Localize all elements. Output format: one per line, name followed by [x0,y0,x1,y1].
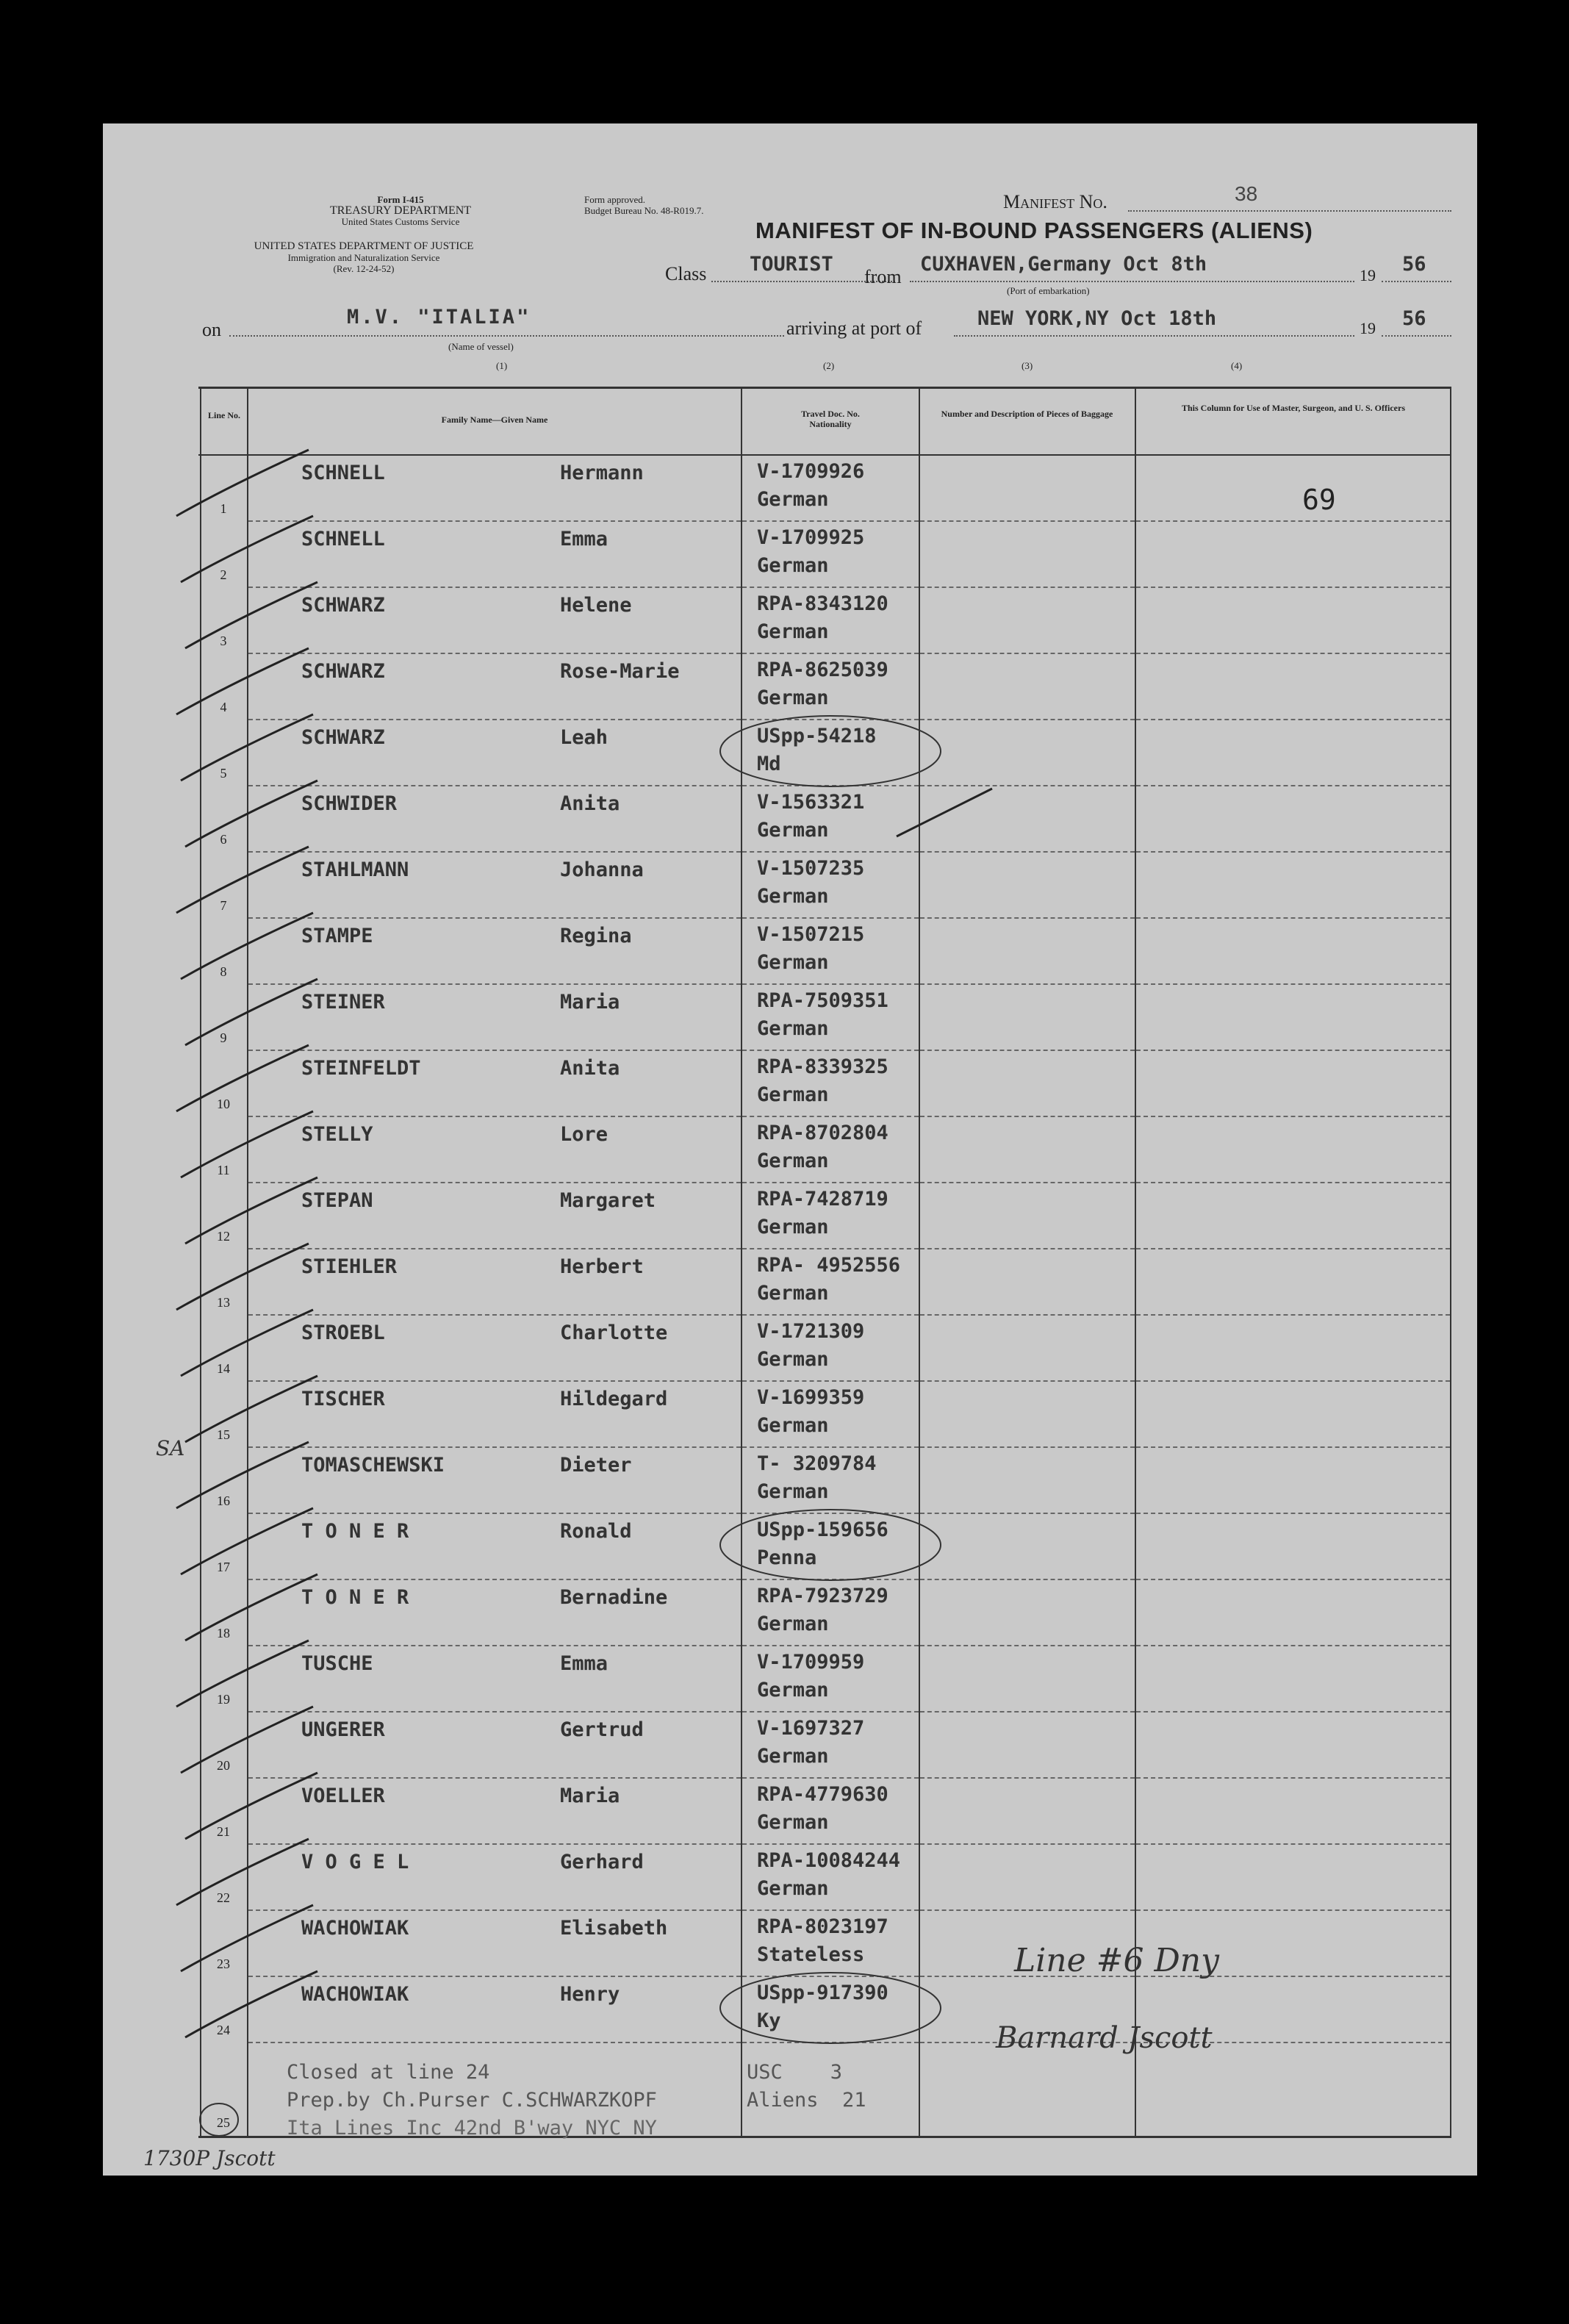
travel-doc-number: RPA-8339325 [757,1055,888,1078]
prepared-by: Prep.by Ch.Purser C.SCHWARZKOPF [287,2089,657,2112]
line-number: 8 [220,964,227,979]
year-prefix: 19 [1360,266,1376,284]
check-mark [181,913,313,979]
nationality: German [757,951,829,974]
check-mark [176,1045,309,1111]
travel-doc-number: V-1507235 [757,857,865,880]
line-number: 21 [217,1824,230,1839]
family-name: STROEBL [301,1321,385,1344]
travel-doc-number: RPA-8023197 [757,1915,888,1938]
line-number: 20 [217,1758,230,1773]
line-number: 24 [217,2023,230,2037]
count-annotation: 69 [1302,484,1336,516]
family-name: TOMASCHEWSKI [301,1454,445,1477]
given-name: Maria [560,1785,620,1807]
arrival-value: NEW YORK,NY Oct 18th [977,307,1217,330]
check-mark [185,1376,317,1442]
family-name: SCHWIDER [301,792,398,815]
form-approved: Form approved. [584,194,646,205]
shipping-line: Ita Lines Inc 42nd B'way NYC NY [287,2117,657,2140]
line-number: 4 [220,700,227,714]
line-number: 9 [220,1030,227,1045]
check-mark [185,1971,317,2037]
travel-doc-number: RPA-8343120 [757,592,888,615]
check-mark [176,450,309,516]
customs-service: United States Customs Service [341,216,460,227]
line-number: 16 [217,1493,230,1508]
given-name: Helene [560,594,632,617]
nationality: Stateless [757,1943,865,1966]
col-header-line: Line No. [207,410,240,420]
nationality: Md [757,753,781,775]
travel-doc-number: V-1721309 [757,1320,865,1343]
travel-doc-number: RPA-7428719 [757,1188,888,1211]
check-mark [176,648,309,714]
nationality: German [757,1480,829,1503]
given-name: Leah [560,726,608,749]
line-number: 13 [217,1295,230,1310]
given-name: Gertrud [560,1718,644,1741]
family-name: WACHOWIAK [301,1917,409,1940]
treasury-dept: TREASURY DEPARTMENT [329,204,472,217]
nationality: German [757,1613,829,1635]
line-number: 6 [220,832,227,847]
handwritten-marks [103,123,1477,2176]
manifest-no-label: Manifest No. [1003,191,1107,212]
col-header-officers: This Column for Use of Master, Surgeon, and U. S. Officers [1181,403,1405,413]
family-name: STEINER [301,991,385,1014]
col-num-3: (3) [1022,360,1033,371]
check-mark [176,1839,309,1905]
check-mark [176,1244,309,1310]
travel-doc-number: RPA-7509351 [757,989,888,1012]
nationality: German [757,1414,829,1437]
nationality: German [757,1017,829,1040]
vessel-name: M.V. "ITALIA" [347,306,531,329]
check-mark [181,1508,313,1574]
from-label: from [864,266,902,287]
family-name: T O N E R [301,1586,409,1609]
family-name: STEINFELDT [301,1057,421,1080]
given-name: Emma [560,528,608,550]
travel-doc-number: RPA-8702804 [757,1122,888,1144]
nationality: German [757,1877,829,1900]
line-number: 1 [220,501,227,516]
family-name: STELLY [301,1123,373,1146]
family-name: STAMPE [301,925,373,947]
nationality: German [757,1216,829,1238]
check-mark [181,1111,313,1177]
family-name: VOELLER [301,1785,385,1807]
check-mark [181,1707,313,1773]
col-num-4: (4) [1231,360,1243,371]
line-number: 14 [217,1361,230,1376]
given-name: Anita [560,1057,620,1080]
travel-doc-number: USpp-159656 [757,1518,888,1541]
line-number: 19 [217,1692,230,1707]
margin-initials: SA [156,1436,185,1460]
given-name: Bernadine [560,1586,668,1609]
check-mark [185,1773,317,1839]
check-mark [176,1442,309,1508]
travel-doc-number: V-1709925 [757,526,865,549]
travel-doc-number: V-1697327 [757,1717,865,1740]
family-name: TUSCHE [301,1652,373,1675]
travel-doc-number: V-1709959 [757,1651,865,1674]
rev-line: (Rev. 12-24-52) [333,263,395,274]
budget-bureau: Budget Bureau No. 48-R019.7. [584,205,704,216]
family-name: TISCHER [301,1388,385,1410]
col-header-baggage: Number and Description of Pieces of Baggage [941,409,1113,419]
given-name: Lore [560,1123,608,1146]
manifest-title: MANIFEST OF IN-BOUND PASSENGERS (ALIENS) [755,218,1313,243]
nationality: German [757,1811,829,1834]
family-name: STAHLMANN [301,858,409,881]
nationality: German [757,1282,829,1305]
check-mark [176,1640,309,1707]
family-name: SCHWARZ [301,660,385,683]
family-name: T O N E R [301,1520,409,1543]
family-name: V O G E L [301,1851,409,1873]
nationality: German [757,488,829,511]
family-name: UNGERER [301,1718,385,1741]
check-mark [181,1905,313,1971]
travel-doc-number: USpp-917390 [757,1982,888,2004]
nationality: German [757,554,829,577]
check-mark [185,1574,317,1640]
given-name: Emma [560,1652,608,1675]
embark-caption: (Port of embarkation) [1007,285,1090,296]
on-label: on [202,319,221,340]
nationality: German [757,686,829,709]
aliens-count: Aliens 21 [747,2089,866,2112]
family-name: SCHWARZ [301,594,385,617]
nationality: German [757,1745,829,1768]
check-mark [185,1177,317,1244]
given-name: Elisabeth [560,1917,668,1940]
arrival-year-value: 56 [1402,307,1426,330]
nationality: German [757,1679,829,1701]
given-name: Henry [560,1983,620,2006]
given-name: Maria [560,991,620,1014]
check-mark [185,582,317,648]
given-name: Johanna [560,858,644,881]
nationality: German [757,819,829,842]
given-name: Ronald [560,1520,632,1543]
arriving-label: arriving at port of [786,318,922,339]
given-name: Gerhard [560,1851,644,1873]
line-number: 12 [217,1229,230,1244]
check-mark [185,781,317,847]
bottom-signature: 1730P Jscott [143,2146,276,2170]
given-name: Hermann [560,462,644,484]
travel-doc-number: V-1709926 [757,460,865,483]
justice-dept: UNITED STATES DEPARTMENT OF JUSTICE [254,240,474,252]
nationality: German [757,1348,829,1371]
family-name: STIEHLER [301,1255,398,1278]
travel-doc-number: V-1507215 [757,923,865,946]
given-name: Regina [560,925,632,947]
col-header-name: Family Name—Given Name [441,415,548,425]
travel-doc-number: V-1699359 [757,1386,865,1409]
nationality: Ky [757,2009,781,2032]
closed-at-line: Closed at line 24 [287,2061,490,2084]
line-number: 15 [217,1427,230,1442]
nationality: German [757,620,829,643]
line-number: 17 [217,1560,230,1574]
given-name: Margaret [560,1189,656,1212]
travel-doc-number: RPA-4779630 [757,1783,888,1806]
check-mark [176,847,309,913]
line-number: 23 [217,1957,230,1971]
col-num-1: (1) [496,360,508,371]
line-number: 5 [220,766,227,781]
usc-count: USC 3 [747,2061,843,2084]
travel-doc-number: RPA-10084244 [757,1849,901,1872]
manifest-no-value: 38 [1235,182,1258,205]
form-number: Form I-415 [377,194,424,205]
from-value: CUXHAVEN,Germany Oct 8th [920,253,1207,276]
check-mark [181,1310,313,1376]
year-value: 56 [1402,253,1426,276]
stray-mark [897,789,992,836]
family-name: WACHOWIAK [301,1983,409,2006]
line-number: 10 [217,1097,230,1111]
nationality: German [757,1150,829,1172]
check-mark [181,714,313,781]
ins-line: Immigration and Naturalization Service [287,252,440,263]
given-name: Anita [560,792,620,815]
family-name: SCHNELL [301,528,385,550]
given-name: Dieter [560,1454,632,1477]
line-number: 2 [220,567,227,582]
nationality: German [757,1083,829,1106]
family-name: SCHWARZ [301,726,385,749]
travel-doc-number: V-1563321 [757,791,865,814]
circled-entry [720,716,941,786]
family-name: SCHNELL [301,462,385,484]
circled-entry [720,1973,941,2043]
handwritten-note: Line #6 Dny [1014,1942,1219,1979]
given-name: Rose-Marie [560,660,680,683]
nationality: German [757,885,829,908]
line-number: 11 [217,1163,230,1177]
travel-doc-number: RPA-7923729 [757,1585,888,1607]
nationality: Penna [757,1546,817,1569]
class-label: Class [665,263,707,284]
arrival-year-prefix: 19 [1360,319,1376,337]
travel-doc-number: T- 3209784 [757,1452,877,1475]
handwritten-signature: Barnard Jscott [996,2021,1213,2055]
line-number: 7 [220,898,227,913]
given-name: Charlotte [560,1321,668,1344]
col-num-2: (2) [823,360,835,371]
class-value: TOURIST [750,253,833,276]
given-name: Hildegard [560,1388,668,1410]
line-number-25: 25 [217,2115,230,2130]
check-mark [185,979,317,1045]
circled-entry [720,1510,941,1580]
line-number: 22 [217,1890,230,1905]
travel-doc-number: RPA-8625039 [757,659,888,681]
travel-doc-number: RPA- 4952556 [757,1254,901,1277]
vessel-caption: (Name of vessel) [448,341,514,352]
family-name: STEPAN [301,1189,373,1212]
manifest-sheet [103,123,1477,2176]
line-number: 3 [220,634,227,648]
travel-doc-number: USpp-54218 [757,725,877,747]
line-number: 18 [217,1626,230,1640]
check-mark [181,516,313,582]
col-header-doc: Travel Doc. No. Nationality [801,409,860,429]
given-name: Herbert [560,1255,644,1278]
